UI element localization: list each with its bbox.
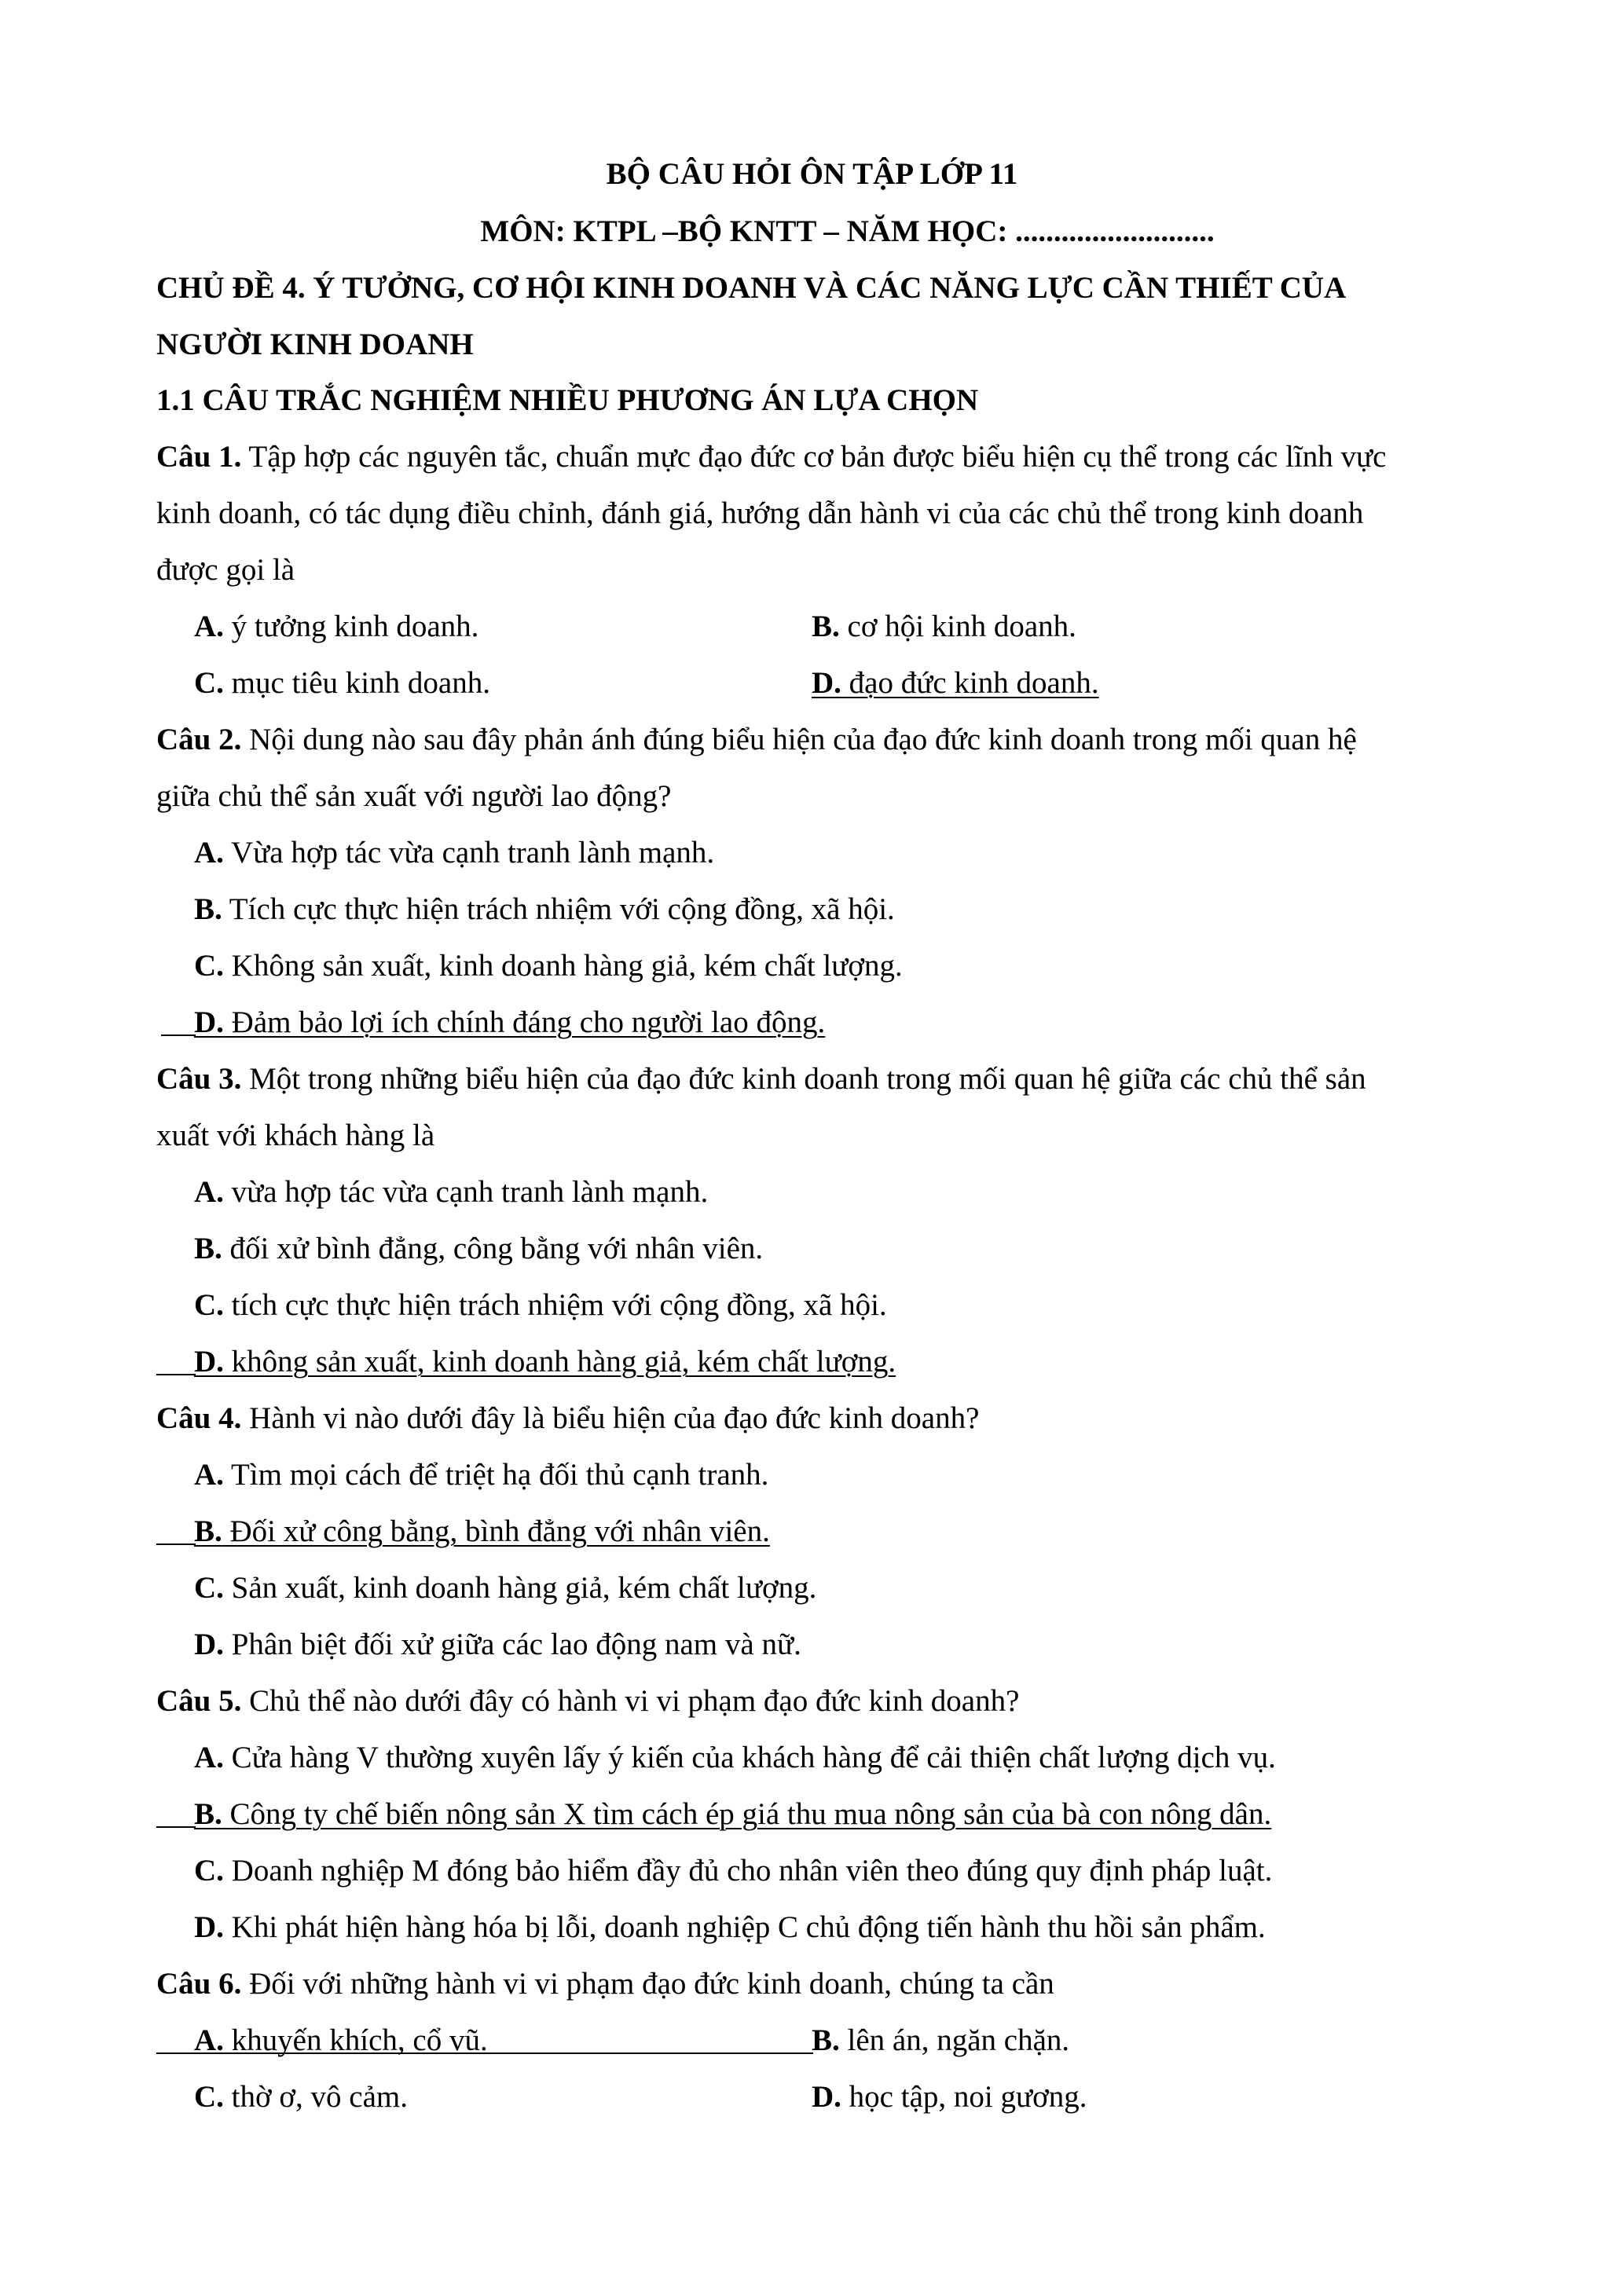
question-6-option-a: A. khuyến khích, cổ vũ. <box>194 2023 488 2057</box>
question-6-option-b-answer: B. lên án, ngăn chặn. <box>812 2023 1070 2057</box>
answer-underline-lead <box>156 1543 196 1545</box>
question-4-option-b-answer: B. Đối xử công bằng, bình đẳng với nhân viên. <box>194 1514 770 1548</box>
question-3-stem-line2: xuất với khách hàng là <box>156 1119 435 1152</box>
question-5-option-c: C. Doanh nghiệp M đóng bảo hiểm đầy đủ cho nhân viên theo đúng quy định pháp luật. <box>194 1854 1273 1888</box>
question-1-option-b: B. cơ hội kinh doanh. <box>812 610 1076 643</box>
question-5-option-b-answer: B. Công ty chế biến nông sản X tìm cách ép giá thu mua nông sản của bà con nông dân. <box>194 1797 1272 1831</box>
question-2-stem-line2: giữa chủ thể sản xuất với người lao động? <box>156 779 672 813</box>
question-4-option-a: A. Tìm mọi cách để triệt hạ đối thủ cạnh tranh. <box>194 1458 769 1492</box>
answer-underline-lead <box>161 1034 196 1036</box>
question-2-option-d-answer: D. Đảm bảo lợi ích chính đáng cho người lao động. <box>194 1005 826 1039</box>
question-1-option-c: C. mục tiêu kinh doanh. <box>194 666 490 700</box>
question-2-option-c: C. Không sản xuất, kinh doanh hàng giả, kém chất lượng. <box>194 949 903 983</box>
question-3-option-b: B. đối xử bình đẳng, công bằng với nhân viên. <box>194 1232 764 1265</box>
question-6-option-d: D. học tập, noi gương. <box>812 2080 1087 2114</box>
section-heading: 1.1 CÂU TRẮC NGHIỆM NHIỀU PHƯƠNG ÁN LỰA CHỌN <box>156 383 979 417</box>
question-4-option-c: C. Sản xuất, kinh doanh hàng giả, kém chất lượng. <box>194 1571 817 1605</box>
question-3-label: Câu 3. <box>156 1062 242 1096</box>
answer-underline-lead <box>156 1374 196 1375</box>
question-1-option-d-answer: D. đạo đức kinh doanh. <box>812 666 1099 700</box>
question-3-option-c: C. tích cực thực hiện trách nhiệm với cộng đồng, xã hội. <box>194 1288 887 1322</box>
topic-heading-line1: CHỦ ĐỀ 4. Ý TƯỞNG, CƠ HỘI KINH DOANH VÀ CÁC NĂNG LỰC CẦN THIẾT CỦA <box>156 271 1347 305</box>
question-1-option-a: A. ý tưởng kinh doanh. <box>194 610 479 643</box>
question-1-stem-line2: kinh doanh, có tác dụng điều chỉnh, đánh giá, hướng dẫn hành vi của các chủ thể trong kinh doanh <box>156 496 1364 530</box>
question-4-option-d: D. Phân biệt đối xử giữa các lao động nam và nữ. <box>194 1628 801 1661</box>
answer-underline-lead <box>156 1826 196 1828</box>
question-1-stem-line3: được gọi là <box>156 553 295 587</box>
question-3-stem-line1: Câu 3. Một trong những biểu hiện của đạo đức kinh doanh trong mối quan hệ giữa các chủ thể sản <box>156 1062 1366 1096</box>
question-5-option-d: D. Khi phát hiện hàng hóa bị lỗi, doanh nghiệp C chủ động tiến hành thu hồi sản phẩm. <box>194 1910 1266 1944</box>
question-2-option-b: B. Tích cực thực hiện trách nhiệm với cộng đồng, xã hội. <box>194 892 895 926</box>
question-1-stem-line1: Câu 1. Tập hợp các nguyên tắc, chuẩn mực đạo đức cơ bản được biểu hiện cụ thể trong các lĩnh vực <box>156 440 1387 474</box>
question-4-stem: Câu 4. Hành vi nào dưới đây là biểu hiện của đạo đức kinh doanh? <box>156 1401 980 1435</box>
subject-line: MÔN: KTPL –BỘ KNTT – NĂM HỌC: .......................... <box>480 214 1215 248</box>
topic-heading-line2: NGƯỜI KINH DOANH <box>156 328 474 361</box>
question-5-label: Câu 5. <box>156 1684 242 1718</box>
question-2-stem-line1: Câu 2. Nội dung nào sau đây phản ánh đúng biểu hiện của đạo đức kinh doanh trong mối quan hệ <box>156 723 1357 756</box>
question-3-option-d-answer: D. không sản xuất, kinh doanh hàng giả, kém chất lượng. <box>194 1345 896 1379</box>
question-4-label: Câu 4. <box>156 1401 242 1435</box>
question-5-option-a: A. Cửa hàng V thường xuyên lấy ý kiến của khách hàng để cải thiện chất lượng dịch vụ. <box>194 1741 1276 1774</box>
question-2-option-a: A. Vừa hợp tác vừa cạnh tranh lành mạnh. <box>194 836 715 870</box>
question-6-option-c: C. thờ ơ, vô cảm. <box>194 2080 408 2114</box>
question-2-label: Câu 2. <box>156 723 242 756</box>
question-5-stem: Câu 5. Chủ thể nào dưới đây có hành vi vi phạm đạo đức kinh doanh? <box>156 1684 1020 1718</box>
question-1-label: Câu 1. <box>156 440 242 474</box>
question-6-stem: Câu 6. Đối với những hành vi vi phạm đạo đức kinh doanh, chúng ta cần <box>156 1967 1054 2001</box>
question-3-option-a: A. vừa hợp tác vừa cạnh tranh lành mạnh. <box>194 1175 709 1209</box>
document-title: BỘ CÂU HỎI ÔN TẬP LỚP 11 <box>606 157 1018 191</box>
question-6-label: Câu 6. <box>156 1967 242 2001</box>
